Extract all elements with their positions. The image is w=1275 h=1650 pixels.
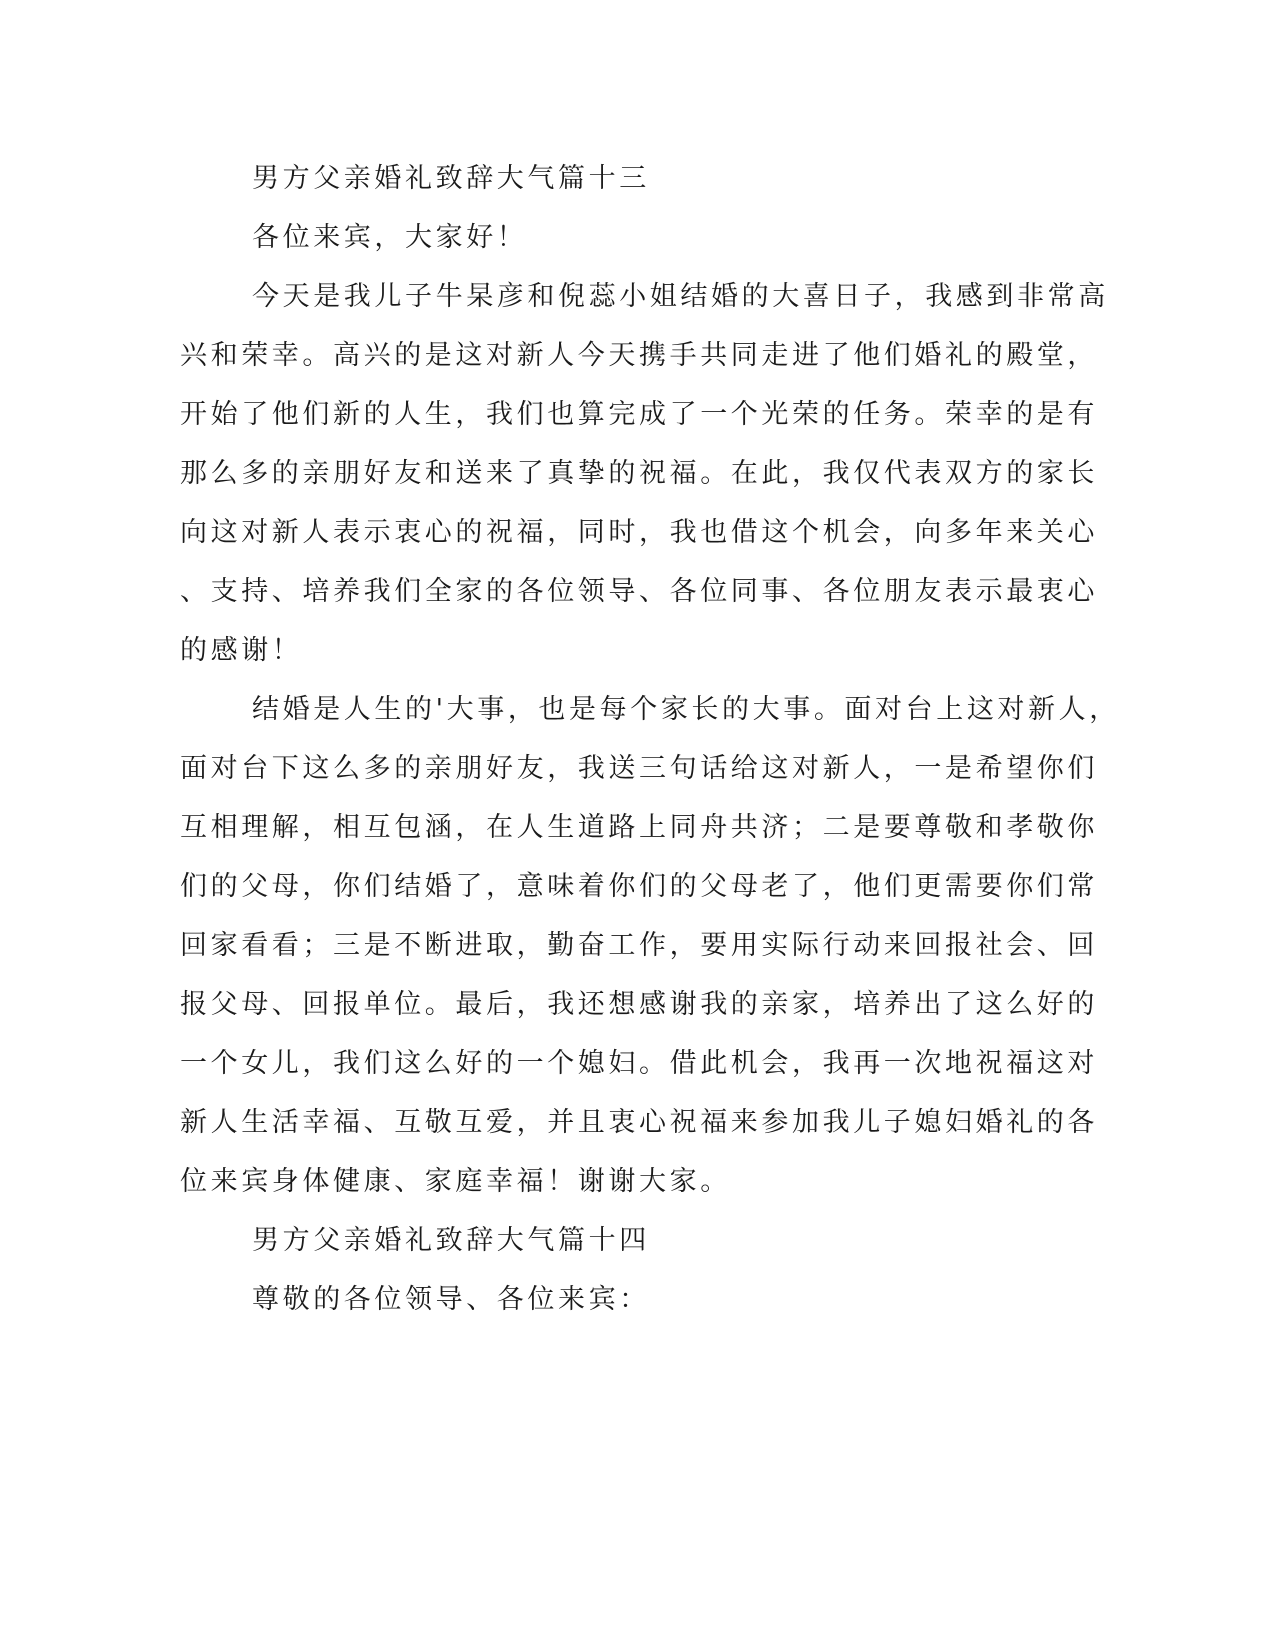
- section-heading-14: 男方父亲婚礼致辞大气篇十四: [252, 1225, 650, 1256]
- paragraph-line: 那么多的亲朋好友和送来了真挚的祝福。在此，我仅代表双方的家长: [180, 458, 1098, 489]
- salutation: 各位来宾，大家好！: [252, 222, 528, 253]
- paragraph-line: 互相理解，相互包涵，在人生道路上同舟共济；二是要尊敬和孝敬你: [180, 812, 1098, 843]
- paragraph-line: 向这对新人表示衷心的祝福，同时，我也借这个机会，向多年来关心: [180, 517, 1098, 548]
- paragraph-line: 一个女儿，我们这么好的一个媳妇。借此机会，我再一次地祝福这对: [180, 1048, 1098, 1079]
- paragraph-line: 结婚是人生的'大事，也是每个家长的大事。面对台上这对新人，: [252, 694, 1120, 725]
- paragraph-line: 今天是我儿子牛杲彦和倪蕊小姐结婚的大喜日子，我感到非常高: [252, 281, 1109, 312]
- paragraph-line: 兴和荣幸。高兴的是这对新人今天携手共同走进了他们婚礼的殿堂，: [180, 340, 1098, 371]
- paragraph-line: 回家看看；三是不断进取，勤奋工作，要用实际行动来回报社会、回: [180, 930, 1098, 961]
- section-heading-13: 男方父亲婚礼致辞大气篇十三: [252, 163, 650, 194]
- paragraph-line: 新人生活幸福、互敬互爱，并且衷心祝福来参加我儿子媳妇婚礼的各: [180, 1107, 1098, 1138]
- paragraph-line: 的感谢！: [180, 635, 303, 666]
- salutation: 尊敬的各位领导、各位来宾：: [252, 1284, 650, 1315]
- paragraph-line: 们的父母，你们结婚了，意味着你们的父母老了，他们更需要你们常: [180, 871, 1098, 902]
- paragraph-line: 开始了他们新的人生，我们也算完成了一个光荣的任务。荣幸的是有: [180, 399, 1098, 430]
- paragraph-line: 、支持、培养我们全家的各位领导、各位同事、各位朋友表示最衷心: [180, 576, 1098, 607]
- paragraph-line: 面对台下这么多的亲朋好友，我送三句话给这对新人，一是希望你们: [180, 753, 1098, 784]
- paragraph-line: 位来宾身体健康、家庭幸福！谢谢大家。: [180, 1166, 731, 1197]
- paragraph-line: 报父母、回报单位。最后，我还想感谢我的亲家，培养出了这么好的: [180, 989, 1098, 1020]
